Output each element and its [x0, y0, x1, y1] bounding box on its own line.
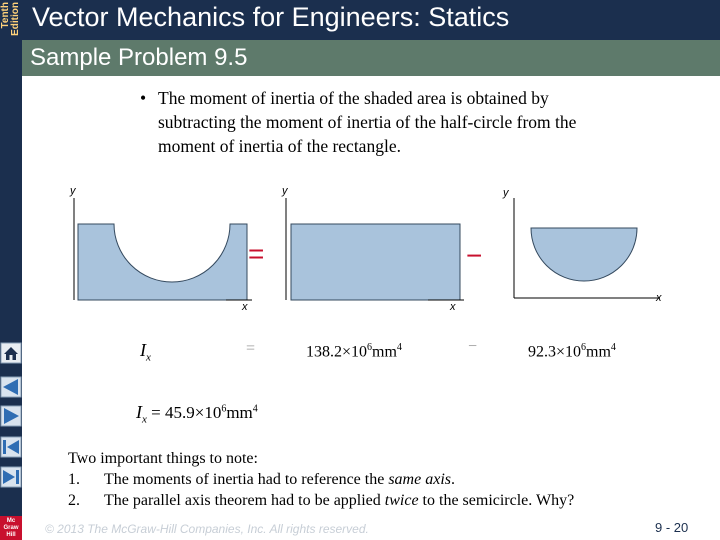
result-value: = 45.9×10: [151, 403, 222, 422]
notes-block: [68, 448, 688, 511]
copyright-text: © 2013 The McGraw-Hill Companies, Inc. All rights reserved.: [45, 522, 369, 536]
rectangle-figure: [278, 182, 468, 314]
note-number-2: 2.: [68, 492, 80, 509]
note-2-pre: The parallel axis theorem had to be applied: [104, 492, 385, 509]
minus-operator: −: [466, 240, 483, 271]
note-2-emphasis: twice: [384, 492, 419, 509]
y-axis-label-1: y: [70, 185, 76, 197]
forward-button[interactable]: [0, 405, 22, 427]
last-icon: [0, 466, 22, 488]
edition-label: [0, 0, 22, 44]
subtitle-bar: [22, 40, 720, 76]
equals-operator: =: [248, 238, 265, 269]
x-axis-label-3: x: [656, 292, 662, 304]
note-1-post: .: [450, 471, 455, 488]
result-ix-subscript: x: [142, 413, 147, 426]
y-axis-label-2: y: [282, 185, 288, 197]
semicircle-inertia: [528, 342, 616, 361]
rect-unit-exp: 4: [396, 342, 402, 353]
forward-icon: [0, 405, 22, 427]
result-inertia: [136, 402, 258, 426]
page-number: 9 - 20: [655, 520, 689, 535]
last-page-button[interactable]: [0, 466, 22, 488]
semi-unit-exp: 4: [610, 342, 616, 353]
publisher-logo: Mc Graw Hill: [0, 516, 22, 540]
rect-exp: 6: [367, 342, 373, 353]
y-axis-label-3: y: [503, 187, 509, 199]
edition-line-1: Tenth: [0, 2, 11, 29]
ix-label: [140, 340, 151, 364]
first-page-button[interactable]: [0, 436, 22, 458]
bullet-dot: •: [140, 88, 147, 108]
x-axis-label-1: x: [242, 301, 248, 312]
note-2-post: to the semicircle. Why?: [418, 492, 575, 509]
bullet-point: [140, 86, 620, 158]
note-item-1: [68, 469, 688, 490]
x-axis-label-2: x: [450, 301, 456, 313]
eq-sign: =: [246, 340, 256, 357]
edition-line-2: Edition: [10, 2, 21, 36]
home-button[interactable]: [0, 342, 22, 364]
shaded-area-figure: [56, 182, 256, 312]
note-1-emphasis: same axis: [388, 471, 451, 488]
rectangle-inertia: [306, 342, 402, 361]
semicircle-figure: [500, 184, 670, 306]
title-bar: [22, 0, 720, 40]
bullet-text: The moment of inertia of the shaded area is obtained by subtracting the moment of inertia of the half-circle from the moment of inertia of the rectangle.: [158, 88, 577, 156]
note-text-2: [104, 490, 574, 511]
home-icon: [0, 342, 22, 364]
result-exp: 6: [221, 403, 227, 415]
result-ix: [136, 402, 147, 426]
slide-title: Sample Problem 9.5: [30, 44, 248, 71]
note-1-pre: The moments of inertia had to reference the: [104, 471, 389, 488]
book-title: Vector Mechanics for Engineers: Statics: [32, 2, 510, 32]
note-number-1: 1.: [68, 471, 80, 488]
ix-symbol: I: [140, 340, 146, 360]
rect-value: 138.2×10: [306, 343, 368, 361]
note-item-2: [68, 490, 688, 511]
result-ix-symbol: I: [136, 402, 142, 422]
semi-unit: mm: [586, 343, 611, 361]
rect-unit: mm: [372, 343, 397, 361]
semi-exp: 6: [581, 342, 587, 353]
result-unit: mm: [226, 403, 253, 422]
sidebar: [0, 0, 22, 540]
semi-value: 92.3×10: [528, 343, 582, 361]
notes-heading: Two important things to note:: [68, 450, 258, 467]
ix-subscript: x: [146, 351, 151, 364]
back-icon: [0, 376, 22, 398]
result-unit-exp: 4: [252, 403, 258, 415]
first-icon: [0, 436, 22, 458]
minus-sign: −: [468, 338, 478, 355]
back-button[interactable]: [0, 376, 22, 398]
note-text-1: [104, 469, 455, 490]
